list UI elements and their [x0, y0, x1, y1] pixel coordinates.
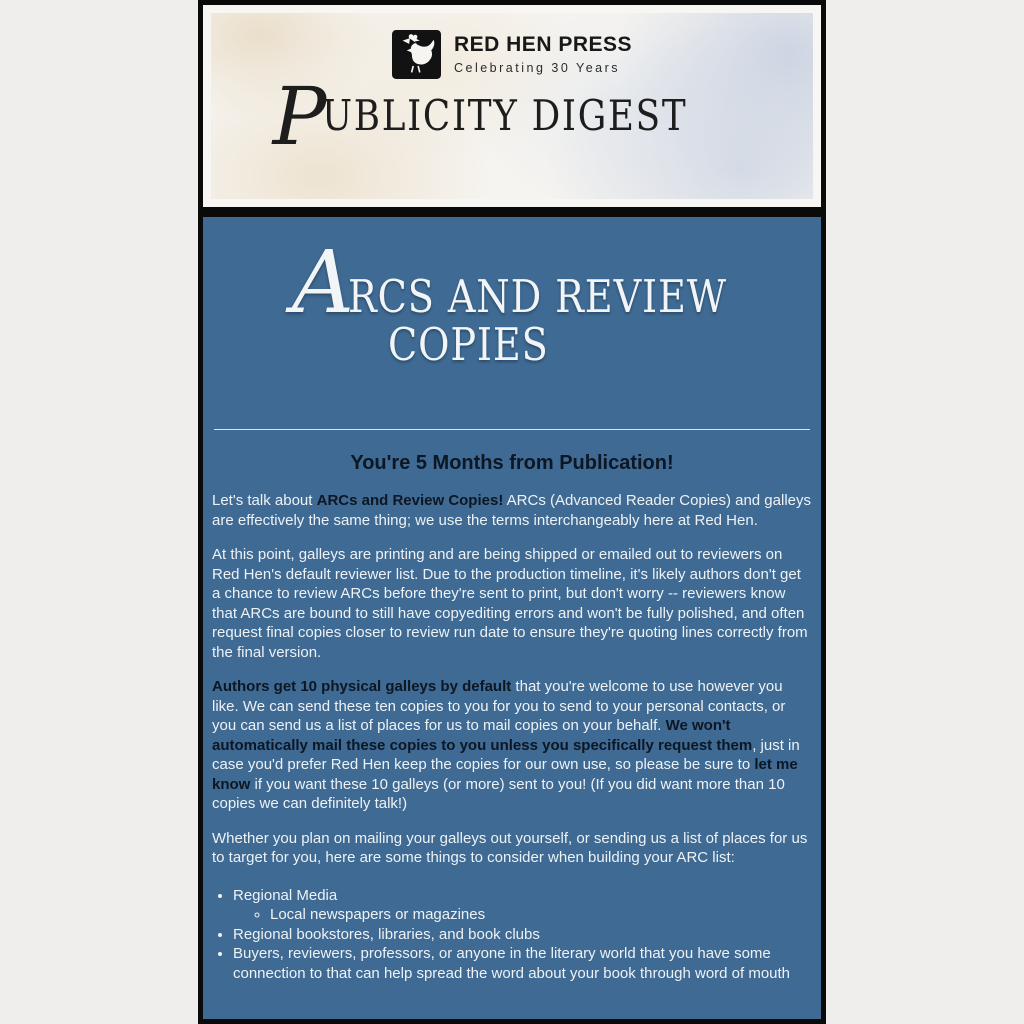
newsletter-header: [198, 0, 826, 212]
email-column: [198, 0, 826, 1024]
brand-tagline: Celebrating 30 Years: [453, 60, 621, 75]
let-me-know-link[interactable]: let me know: [212, 756, 798, 793]
paragraph: [212, 545, 812, 662]
list-item: • Buyers, reviewers, professors, or anyone in the literary world that you have some connection to that can help spread the word about your book through word of mouth: [233, 944, 812, 983]
logo-text: [454, 34, 632, 74]
emphasis-text: We won't automatically mail these copies to you unless you specifically request them: [212, 717, 753, 754]
emphasis-text: Authors get 10 physical galleys by default: [212, 678, 512, 695]
paragraph: [212, 677, 812, 814]
banner-line2: COPIES: [388, 318, 549, 371]
list-item: • Regional Media ◦ Local newspapers or magazines: [233, 886, 812, 925]
sub-list-item: ◦ Local newspapers or magazines: [270, 905, 812, 925]
list-item: • Regional bookstores, libraries, and book clubs: [233, 925, 812, 945]
hen-icon: [392, 30, 441, 79]
body-text: that you're welcome to use however you like. We can send these ten copies to you for you to send to your personal contacts, or you can send us a list of places for us to mail copies on your behalf.: [212, 678, 786, 734]
body-text: if you want these 10 galleys (or more) sent to you! (If you did want more than 10 copies we can definitely talk!): [212, 775, 785, 812]
masthead-initial: P: [272, 70, 327, 163]
body-text: ARCs (Advanced Reader Copies) and galleys are effectively the same thing; we use the terms interchangeably here at Red Hen.: [212, 492, 811, 529]
section-divider: [214, 429, 810, 430]
paragraph: [212, 829, 812, 868]
body-text: Whether you plan on mailing your galleys out yourself, or sending us a list of places for us to target for you, here are some things to consider when building your ARC list:: [212, 829, 808, 866]
article-paragraphs: [212, 491, 812, 868]
banner-line1: [292, 233, 812, 333]
section-banner-title: [212, 217, 812, 371]
body-text: At this point, galleys are printing and are being shipped or emailed out to reviewers on Red Hen's default reviewer list. Due to the production timeline, it's likely authors don't get a chance to review ARCs before they're sent to print, but don't worry -- reviewers know that ARCs are bound to still have copyediting errors and won't be fully polished, and often request final copies closer to review run date to ensure they're quoting lines correctly from the final version.: [212, 546, 808, 661]
body-text: Let's talk about: [212, 492, 317, 509]
brand-name: RED HEN PRESS: [453, 33, 633, 57]
sub-list: [233, 905, 812, 925]
body-text: , just in case you'd prefer Red Hen keep the copies for our own use, so please be sure to: [212, 736, 800, 773]
arc-list: [212, 886, 812, 984]
emphasis-text: ARCs and Review Copies!: [316, 492, 504, 509]
watercolor-banner: [211, 13, 813, 199]
article-section: [198, 212, 826, 1024]
masthead-title: [211, 70, 813, 163]
article-heading: You're 5 Months from Publication!: [350, 452, 674, 474]
banner-line1-rest: RCS AND REVIEW: [348, 270, 728, 323]
banner-initial: A: [292, 233, 355, 333]
masthead-rest: UBLICITY DIGEST: [321, 91, 687, 140]
paragraph: [212, 491, 812, 530]
